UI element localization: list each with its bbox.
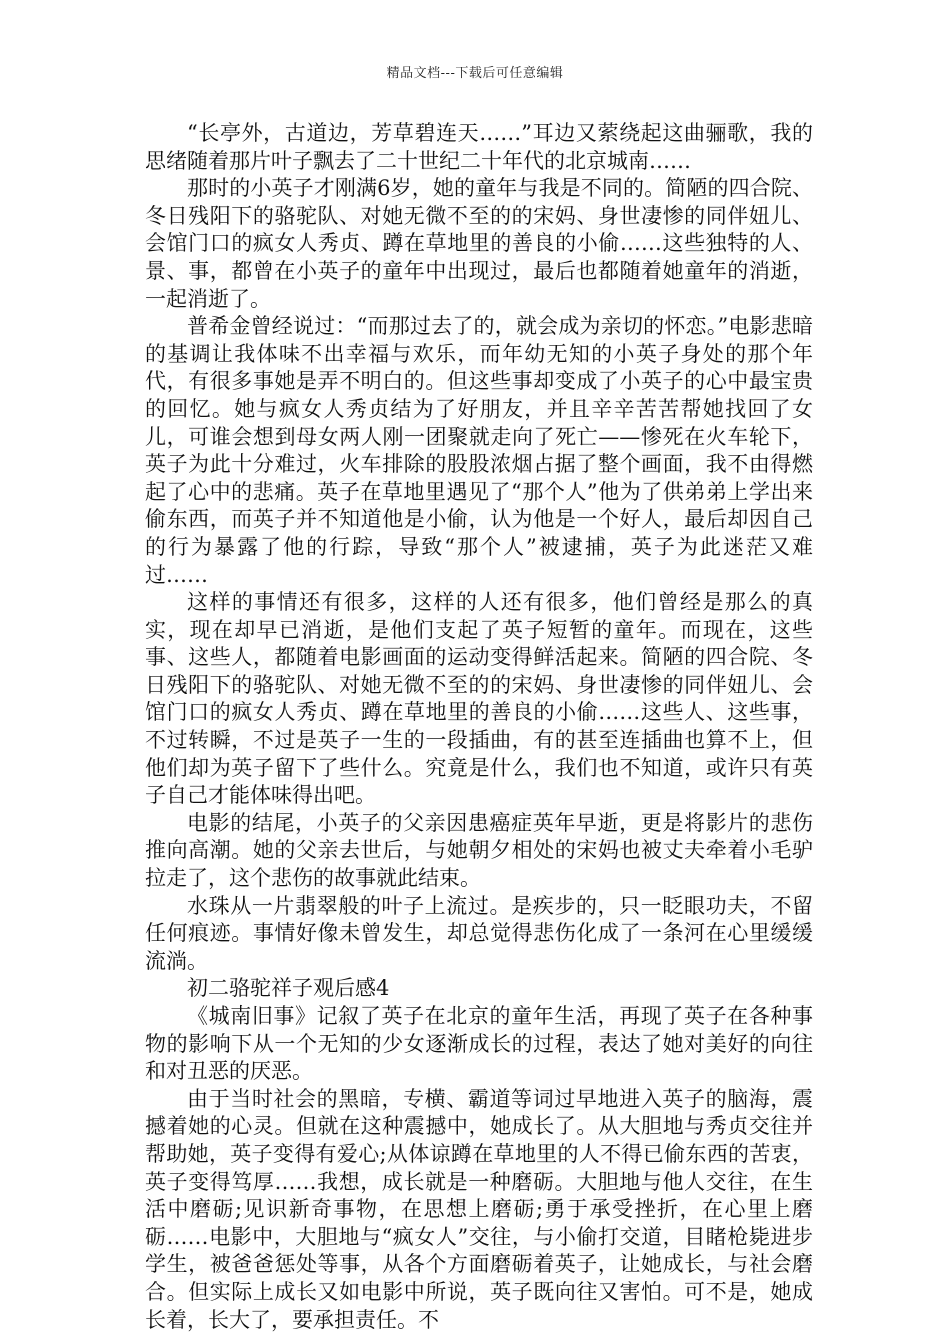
- paragraph: 电影的结尾，小英子的父亲因患癌症英年早逝，更是将影片的悲伤推向高潮。她的父亲去世后，与她朝夕相处的宋妈也被丈夫牵着小毛驴拉走了，这个悲伤的故事就此结束。: [145, 810, 813, 891]
- section-heading: 初二骆驼祥子观后感4: [187, 976, 390, 1001]
- page-header: 精品文档---下载后可任意编辑: [386, 66, 564, 81]
- paragraph: 那时的小英子才刚满6岁，她的童年与我是不同的。简陋的四合院、冬日残阳下的骆驼队、对她无微不至的的宋妈、身世凄惨的同伴妞儿、会馆门口的疯女人秀贞、蹲在草地里的善良的小偷……这些独特的人、景、事，都曾在小英子的童年中出现过，最后也都随着她童年的消逝，一起消逝了。: [145, 176, 813, 311]
- paragraph: 这样的事情还有很多，这样的人还有很多，他们曾经是那么的真实，现在却早已消逝，是他们支起了英子短暂的童年。而现在，这些事、这些人，都随着电影画面的运动变得鲜活起来。简陋的四合院、冬日残阳下的骆驼队、对她无微不至的的宋妈、身世凄惨的同伴妞儿、会馆门口的疯女人秀贞、蹲在草地里的善良的小偷……这些人、这些事，不过转瞬，不过是英子一生的一段插曲，有的甚至连插曲也算不上，但他们却为英子留下了些什么。究竟是什么，我们也不知道，或许只有英子自己才能体味得出吧。: [145, 590, 813, 808]
- paragraph: 《城南旧事》记叙了英子在北京的童年生活，再现了英子在各种事物的影响下从一个无知的少女逐渐成长的过程，表达了她对美好的向往和对丑恶的厌恶。: [145, 1004, 813, 1084]
- document-body: [145, 120, 813, 1334]
- paragraph: 水珠从一片翡翠般的叶子上流过。是疾步的，只一眨眼功夫，不留任何痕迹。事情好像未曾发生，却总觉得悲伤化成了一条河在心里缓缓流淌。: [145, 893, 813, 973]
- paragraph: “长亭外，古道边，芳草碧连天……”耳边又萦绕起这曲骊歌，我的思绪随着那片叶子飘去了二十世纪二十年代的北京城南……: [145, 121, 813, 173]
- paragraph: 普希金曾经说过：“而那过去了的，就会成为亲切的怀恋。”电影悲暗的基调让我体味不出幸福与欢乐，而年幼无知的小英子身处的那个年代，有很多事她是弄不明白的。但这些事却变成了小英子的心中最宝贵的回忆。她与疯女人秀贞结为了好朋友，并且辛辛苦苦帮她找回了女儿，可谁会想到母女两人刚一团聚就走向了死亡——惨死在火车轮下，英子为此十分难过，火车排除的股股浓烟占据了整个画面，我不由得燃起了心中的悲痛。英子在草地里遇见了“那个人”他为了供弟弟上学出来偷东西，而英子并不知道他是小偷，认为他是一个好人，最后却因自己的行为暴露了他的行踪，导致“那个人”被逮捕，英子为此迷茫又难过……: [145, 314, 813, 587]
- paragraph: 由于当时社会的黑暗，专横、霸道等词过早地进入英子的脑海，震撼着她的心灵。但就在这种震撼中，她成长了。从大胆地与秀贞交往并帮助她，英子变得有爱心;从体谅蹲在草地里的人不得已偷东西的苦衷，英子变得笃厚……我想，成长就是一种磨砺。大胆地与他人交往，在生活中磨砺;见识新奇事物，在思想上磨砺;勇于承受挫折，在心里上磨砺……电影中，大胆地与“疯女人”交往，与小偷打交道，目睹枪毙进步学生，被爸爸惩处等事，从各个方面磨砺着英子，让她成长，与社会磨合。但实际上成长又如电影中所说，英子既向往又害怕。可不是，她成长着，长大了，要承担责任。不: [145, 1086, 813, 1332]
